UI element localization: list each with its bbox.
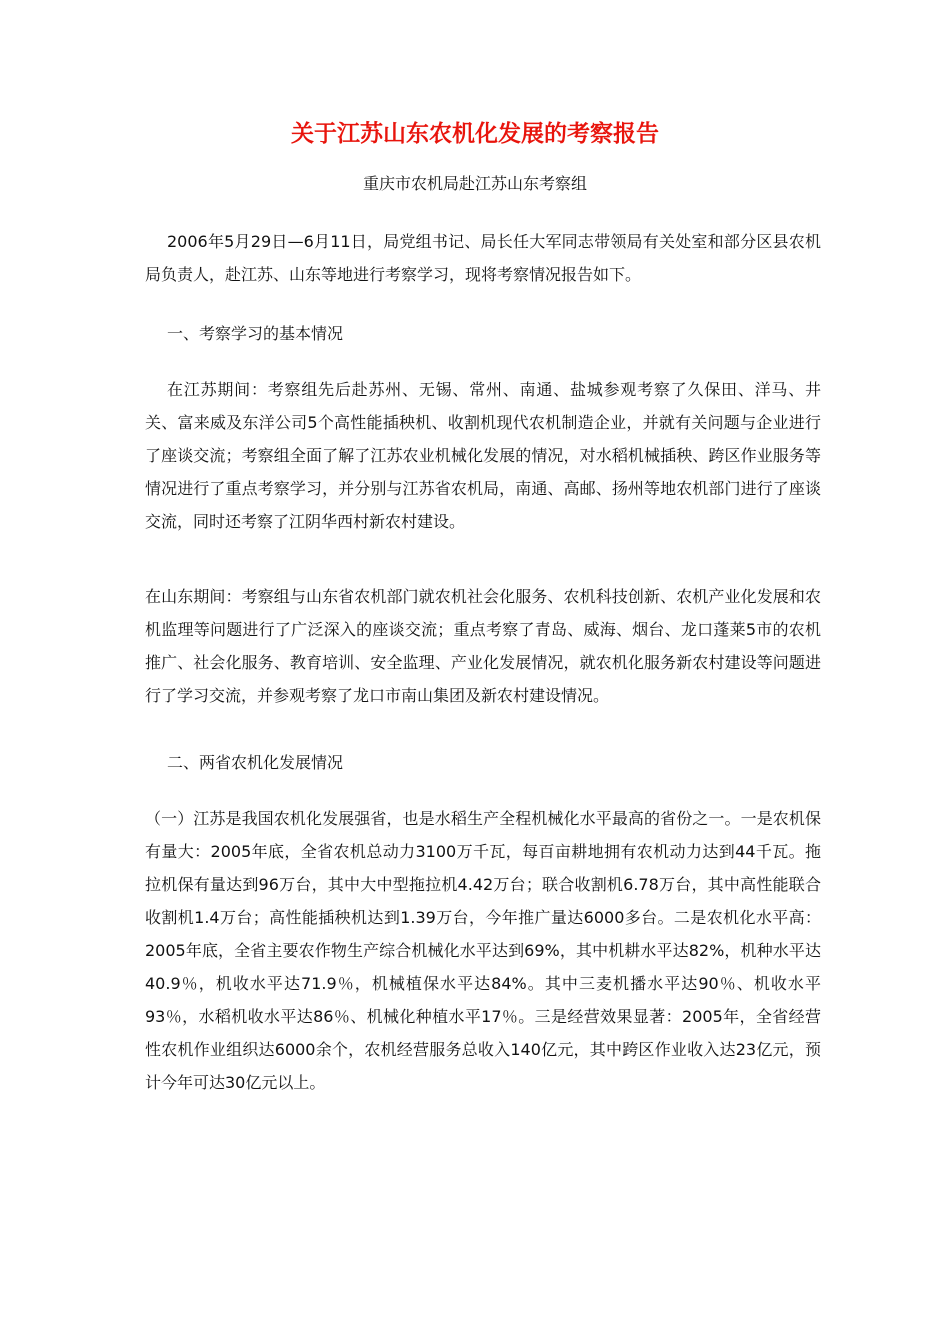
section-1-paragraph: （一）江苏是我国农机化发展强省，也是水稻生产全程机械化水平最高的省份之一。一是农机保有量大：2005年底，全省农机总动力3100万千瓦，每百亩耕地拥有农机动力达到44千瓦。拖拉机保有量达到96万台，其中大中型拖拉机4.42万台；联合收割机6.78万台，其中高性能联合收割机1.4万台；高性能插秧机达到1.39万台，今年推广量达6000多台。二是农机化水平高：2005年底，全省主要农作物生产综合机械化水平达到69%，其中机耕水平达82%，机种水平达40.9％，机收水平达71.9％，机械植保水平达84%。其中三麦机播水平达90％、机收水平93％，水稻机收水平达86％、机械化种植水平17％。三是经营效果显著：2005年，全省经营性农机作业组织达6000余个，农机经营服务总收入140亿元，其中跨区作业收入达23亿元，预计今年可达30亿元以上。 bbox=[145, 809, 821, 1092]
document-subtitle: 重庆市农机局赴江苏山东考察组 bbox=[362, 174, 587, 193]
section-heading-2: 二、两省农机化发展情况 bbox=[167, 753, 344, 772]
section-heading-1: 一、考察学习的基本情况 bbox=[167, 324, 344, 343]
document-title: 关于江苏山东农机化发展的考察报告 bbox=[291, 120, 659, 147]
jiangsu-paragraph: 在江苏期间：考察组先后赴苏州、无锡、常州、南通、盐城参观考察了久保田、洋马、井关、富来威及东洋公司5个高性能插秧机、收割机现代农机制造企业，并就有关问题与企业进行了座谈交流；考察组全面了解了江苏农业机械化发展的情况，对水稻机械插秧、跨区作业服务等情况进行了重点考察学习，并分别与江苏省农机局，南通、高邮、扬州等地农机部门进行了座谈交流，同时还考察了江阴华西村新农村建设。 bbox=[145, 380, 821, 531]
shandong-paragraph: 在山东期间：考察组与山东省农机部门就农机社会化服务、农机科技创新、农机产业化发展和农机监理等问题进行了广泛深入的座谈交流；重点考察了青岛、威海、烟台、龙口蓬莱5市的农机推广、社会化服务、教育培训、安全监理、产业化发展情况，就农机化服务新农村建设等问题进行了学习交流，并参观考察了龙口市南山集团及新农村建设情况。 bbox=[145, 587, 821, 705]
intro-paragraph: 2006年5月29日—6月11日，局党组书记、局长任大军同志带领局有关处室和部分区县农机局负责人，赴江苏、山东等地进行考察学习，现将考察情况报告如下。 bbox=[145, 232, 821, 284]
